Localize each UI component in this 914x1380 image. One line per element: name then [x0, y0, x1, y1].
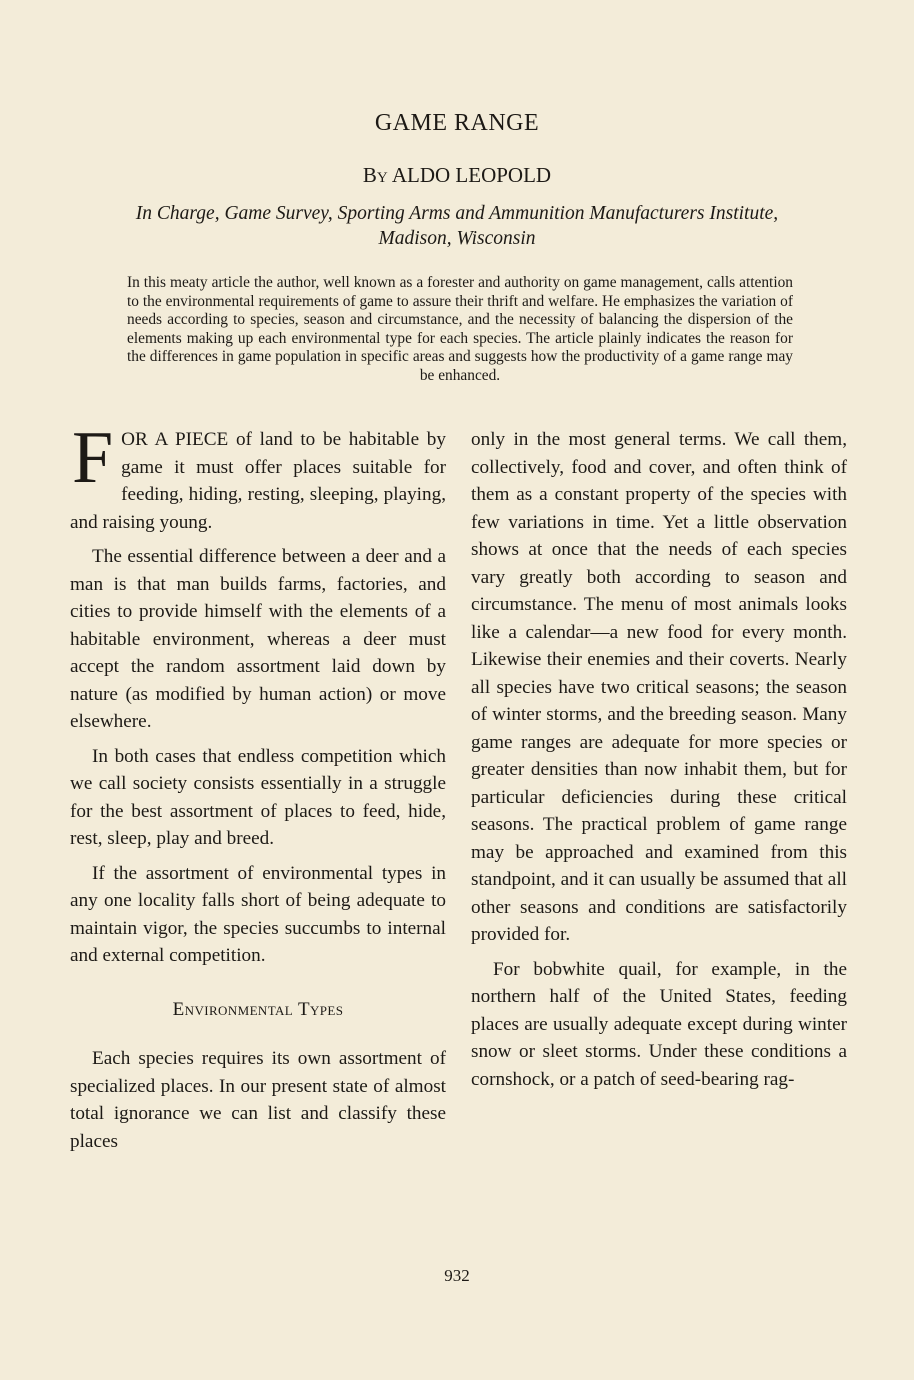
- article-byline: [0, 163, 914, 188]
- opening-text: of land to be habitable by game it must offer places suitable for feeding, hiding, resting, sleeping, playing, and raising young.: [70, 429, 446, 533]
- paragraph: If the assortment of environmental types in any one locality falls short of being adequate to maintain vigor, the species succumbs to internal and external competition.: [70, 862, 446, 966]
- opening-paragraph: [70, 417, 446, 536]
- left-column: [70, 417, 446, 1162]
- paragraph: For bobwhite quail, for example, in the northern half of the United States, feeding places are usually adequate except during winter snow or sleet storms. Under these conditions a cornshock, or a patch of seed-bearing rag-: [471, 958, 847, 1090]
- article-title: GAME RANGE: [374, 110, 540, 136]
- right-column: [471, 426, 847, 1100]
- page-number: 932: [444, 1266, 470, 1285]
- paragraph: Each species requires its own assortment of specialized places. In our present state of almost total ignorance we can list and classify these places: [70, 1048, 446, 1152]
- drop-cap: F: [72, 417, 114, 499]
- section-heading: Environmental Types: [172, 998, 344, 1020]
- author-affiliation: [60, 201, 854, 251]
- author-name: ALDO LEOPOLD: [391, 163, 552, 187]
- paragraph: only in the most general terms. We call them, collectively, food and cover, and often think of them as a constant property of the species with few variations in time. Yet a little observation shows at once that the needs of each species vary greatly both according to season and circumstance. The menu of most animals looks like a calendar—a new food for every month. Likewise their enemies and their coverts. Nearly all species have two critical seasons; the season of winter storms, and the breeding season. Many game ranges are adequate for more species or greater densities than now inhabit them, but for particular deficiencies during these critical seasons. The practical problem of game range may be approached and examined from this standpoint, and it can usually be assumed that all other seasons and conditions are satisfactorily provided for.: [471, 429, 847, 945]
- affiliation-line-2: Madison, Wisconsin: [378, 228, 536, 249]
- byline-prefix: By: [362, 163, 388, 187]
- article-abstract: In this meaty article the author, well known as a forester and authority on game management, calls attention to the environmental requirements of game to assure their thrift and welfare. He emphasizes the variation of needs according to species, season and circumstance, and the necessity of balancing the dispersion of the elements making up each environmental type for each species. The article plainly indicates the reason for the differences in game population in specific areas and suggests how the productivity of a game range may be enhanced.: [127, 274, 793, 384]
- opening-leadin: OR A PIECE: [121, 429, 229, 450]
- paragraph: The essential difference between a deer and a man is that man builds farms, factories, and cities to provide himself with the elements of a habitable environment, whereas a deer must accept the random assortment laid down by nature (as modified by human action) or move elsewhere.: [70, 546, 446, 732]
- affiliation-line-1: In Charge, Game Survey, Sporting Arms and Ammunition Manufacturers Institute,: [135, 203, 779, 224]
- paragraph: In both cases that endless competition which we call society consists essentially in a struggle for the best assortment of places to feed, hide, rest, sleep, play and breed.: [70, 745, 446, 849]
